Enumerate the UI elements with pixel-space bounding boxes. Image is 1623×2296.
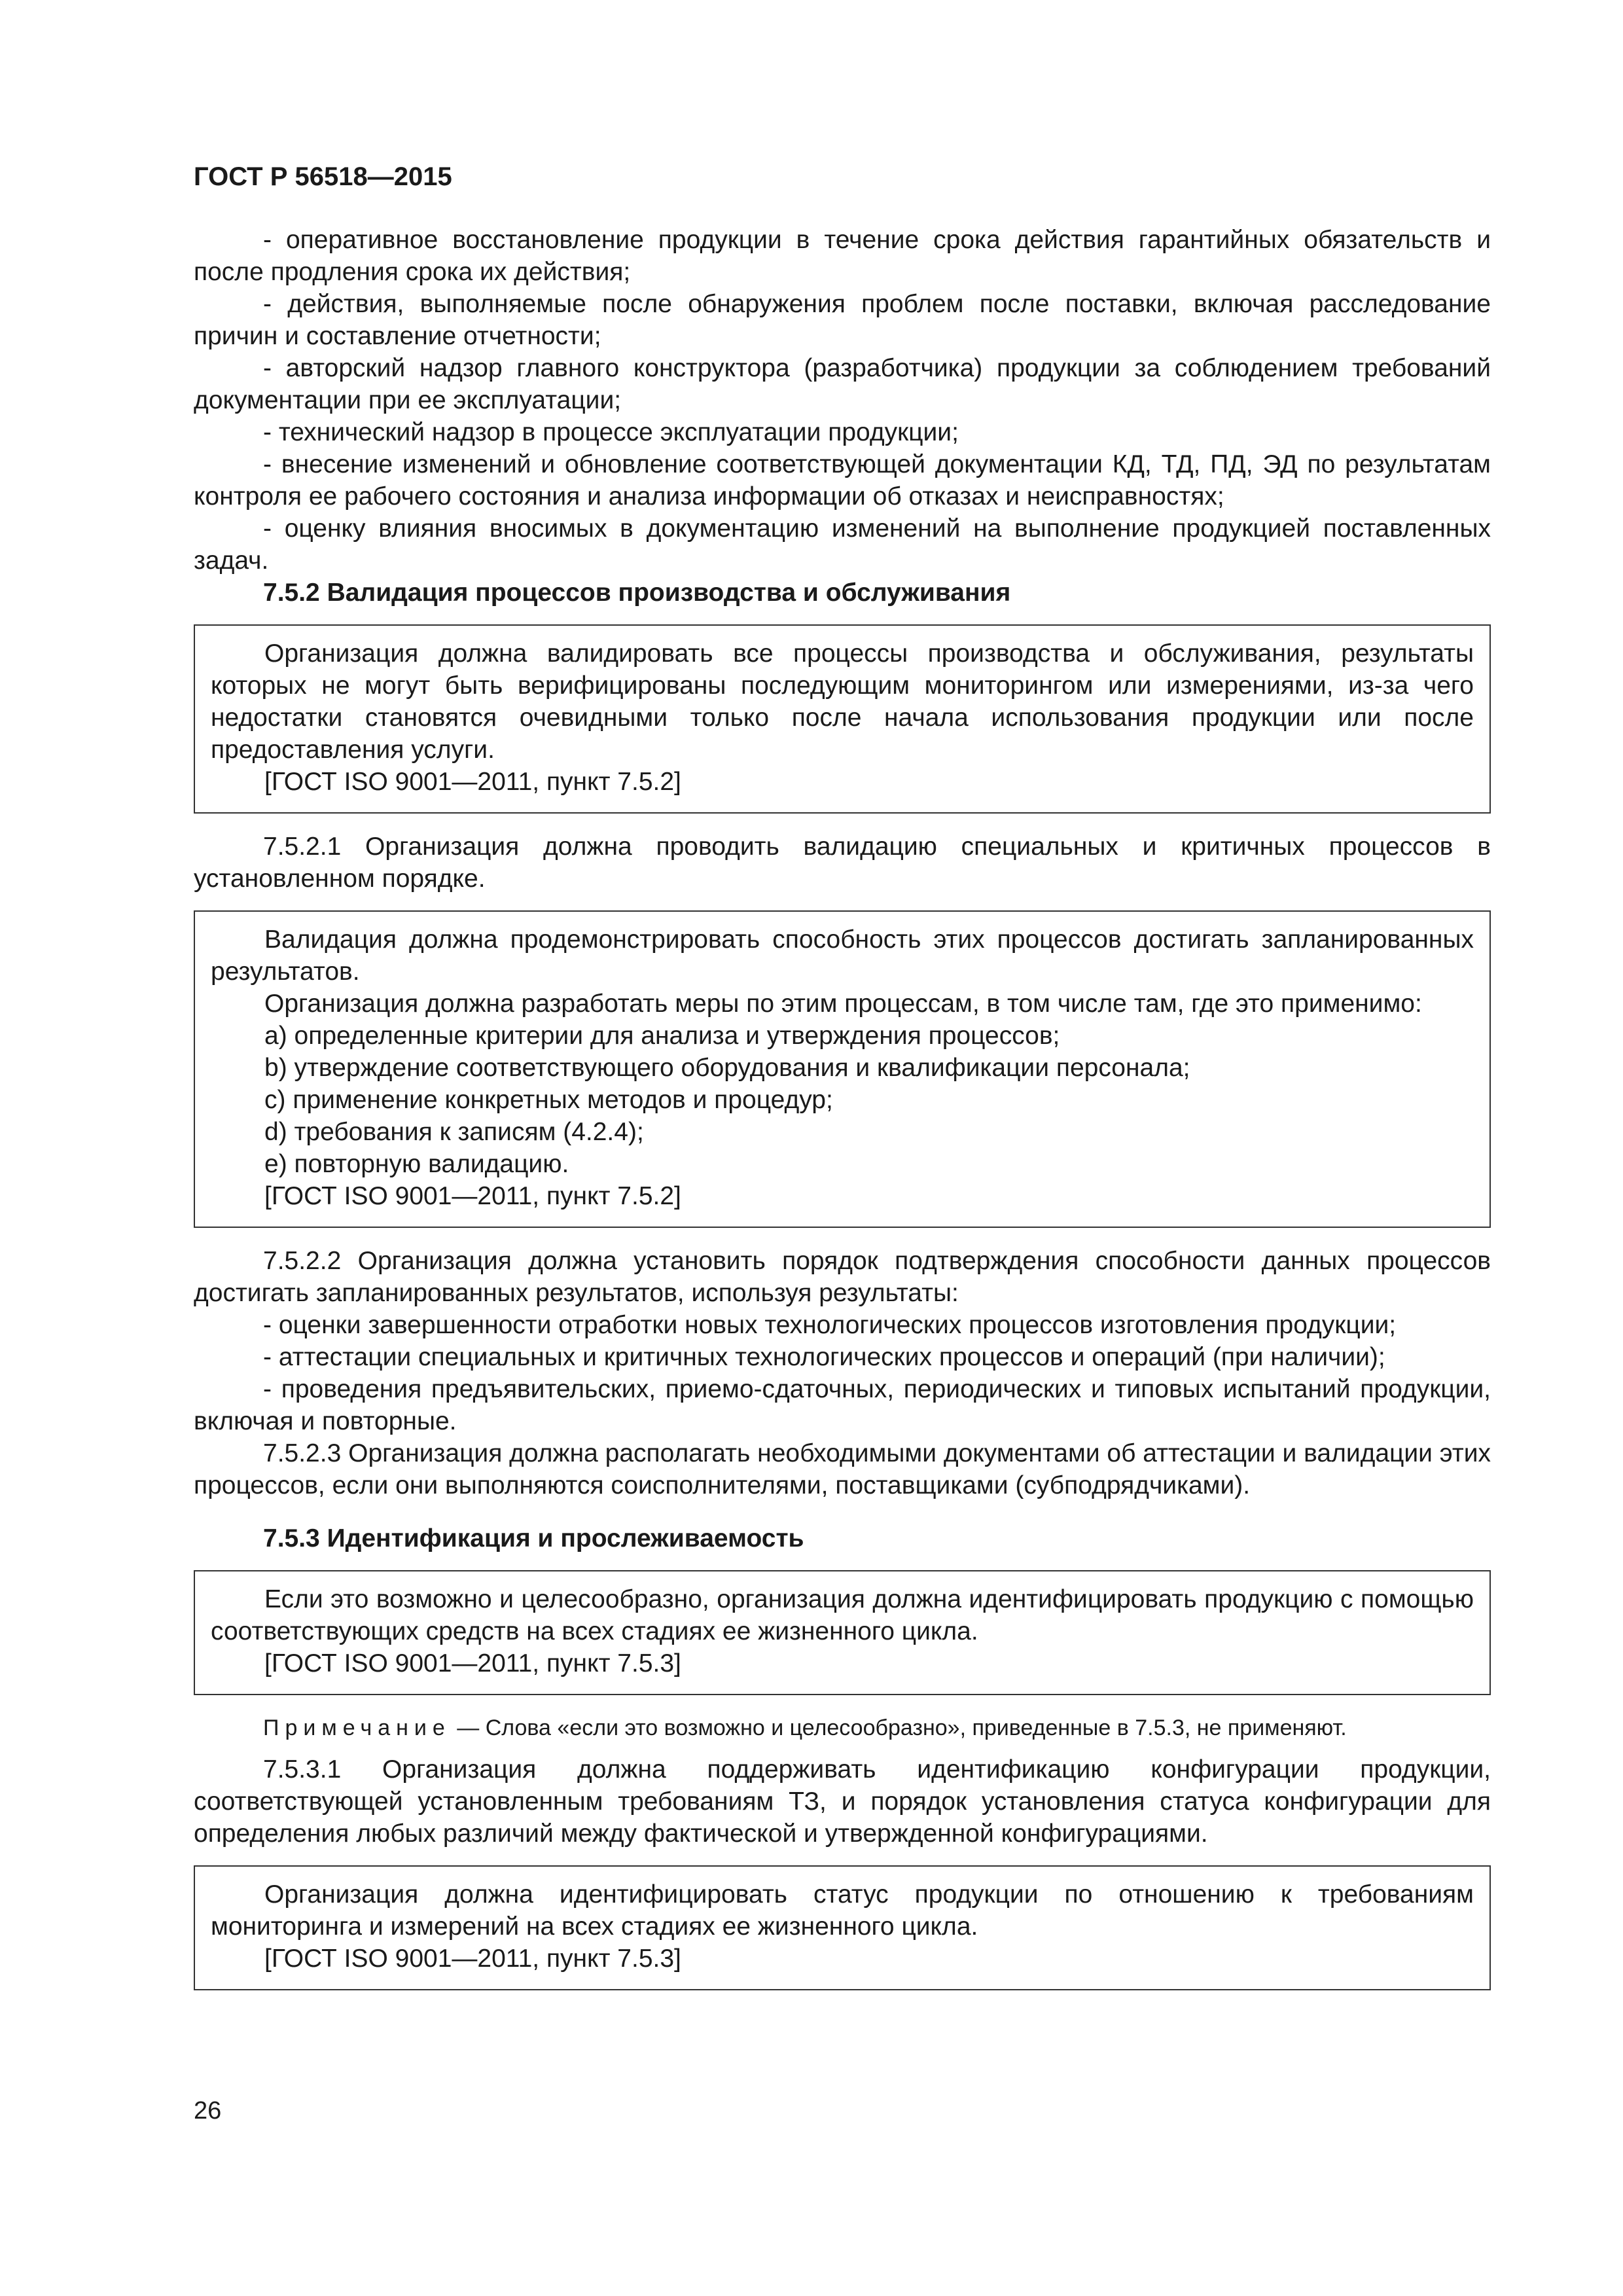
list-item: - авторский надзор главного конструктора (разработчика) продукции за соблюдением требований документации при ее эксплуатации; <box>194 354 1491 414</box>
note-label: Примечание <box>263 1715 451 1740</box>
document-header: ГОСТ Р 56518—2015 <box>194 162 452 191</box>
quote-box <box>194 624 1491 814</box>
quote-reference: [ГОСТ ISO 9001—2011, пункт 7.5.2] <box>264 768 681 796</box>
list-item: - оперативное восстановление продукции в течение срока действия гарантийных обязательств и после продления срока их действия; <box>194 226 1491 286</box>
list-item: - аттестации специальных и критичных технологических процессов и операций (при наличии); <box>263 1343 1385 1371</box>
quote-text: Организация должна идентифицировать статус продукции по отношению к требованиям мониторинга и измерений на всех стадиях ее жизненного цикла. <box>211 1880 1474 1941</box>
quote-list-item: a) определенные критерии для анализа и утверждения процессов; <box>264 1022 1060 1050</box>
quote-box <box>194 1865 1491 1990</box>
page-number: 26 <box>194 2097 222 2125</box>
quote-reference: [ГОСТ ISO 9001—2011, пункт 7.5.2] <box>264 1182 681 1210</box>
quote-text: Если это возможно и целесообразно, организация должна идентифицировать продукцию с помощью соответствующих средств на всех стадиях ее жизненного цикла. <box>211 1585 1474 1645</box>
quote-box <box>194 910 1491 1228</box>
list-item: - проведения предъявительских, приемо-сдаточных, периодических и типовых испытаний продукции, включая и повторные. <box>194 1375 1491 1435</box>
page-content <box>194 224 1491 2007</box>
section-heading-7-5-2: 7.5.2 Валидация процессов производства и обслуживания <box>263 579 1011 607</box>
quote-list-item: e) повторную валидацию. <box>264 1150 569 1178</box>
quote-reference: [ГОСТ ISO 9001—2011, пункт 7.5.3] <box>264 1649 681 1677</box>
quote-list-item: c) применение конкретных методов и процедур; <box>264 1086 833 1114</box>
quote-reference: [ГОСТ ISO 9001—2011, пункт 7.5.3] <box>264 1945 681 1973</box>
paragraph-7-5-2-2: 7.5.2.2 Организация должна установить порядок подтверждения способности данных процессов достигать запланированных результатов, используя результаты: <box>194 1247 1491 1307</box>
spacer <box>194 1501 1491 1522</box>
quote-text: Валидация должна продемонстрировать способность этих процессов достигать запланированных результатов. <box>211 925 1474 986</box>
list-item: - действия, выполняемые после обнаружения проблем после поставки, включая расследование причин и составление отчетности; <box>194 290 1491 350</box>
quote-box <box>194 1570 1491 1695</box>
quote-list-item: d) требования к записям (4.2.4); <box>264 1118 644 1146</box>
list-item: - внесение изменений и обновление соответствующей документации КД, ТД, ПД, ЭД по результатам контроля ее рабочего состояния и анализа информации об отказах и неисправностях; <box>194 450 1491 511</box>
paragraph-7-5-2-1: 7.5.2.1 Организация должна проводить валидацию специальных и критичных процессов в установленном порядке. <box>194 833 1491 893</box>
quote-list-item: b) утверждение соответствующего оборудования и квалификации персонала; <box>264 1054 1190 1082</box>
note <box>194 1712 1491 1744</box>
list-item: - оценки завершенности отработки новых технологических процессов изготовления продукции; <box>263 1311 1397 1339</box>
list-item: - технический надзор в процессе эксплуатации продукции; <box>263 418 959 446</box>
paragraph-7-5-3-1: 7.5.3.1 Организация должна поддерживать идентификацию конфигурации продукции, соответствующей установленным требованиям ТЗ, и порядок установления статуса конфигурации для определения любых различий между фактической и утвержденной конфигурациями. <box>194 1755 1491 1848</box>
quote-text: Организация должна валидировать все процессы производства и обслуживания, результаты которых не могут быть верифицированы последующим мониторингом или измерениями, из-за чего недостатки становятся очевидными только после начала использования продукции или после предоставления услуги. <box>211 639 1474 764</box>
quote-text: Организация должна разработать меры по этим процессам, в том числе там, где это применимо: <box>264 990 1422 1018</box>
note-text: — Слова «если это возможно и целесообразно», приведенные в 7.5.3, не применяют. <box>450 1715 1347 1740</box>
section-heading-7-5-3: 7.5.3 Идентификация и прослеживаемость <box>263 1524 804 1552</box>
paragraph-7-5-2-3: 7.5.2.3 Организация должна располагать необходимыми документами об аттестации и валидации этих процессов, если они выполняются соисполнителями, поставщиками (субподрядчиками). <box>194 1439 1491 1499</box>
list-item: - оценку влияния вносимых в документацию изменений на выполнение продукцией поставленных задач. <box>194 514 1491 575</box>
